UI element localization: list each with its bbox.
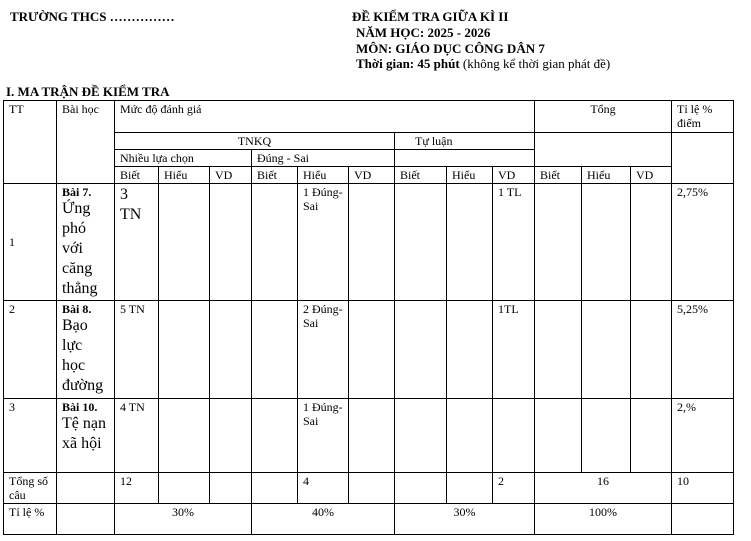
row-ti-le: 2,75%	[672, 184, 734, 301]
cell	[349, 399, 395, 473]
empty-cell	[349, 473, 395, 504]
header-tt: TT	[4, 101, 57, 184]
header-muc-do: Mức độ đánh giá	[115, 101, 535, 133]
total-label: Tổng số câu	[4, 473, 57, 504]
cell	[210, 399, 252, 473]
table-row	[4, 184, 734, 301]
total-ti-le: 10	[672, 473, 734, 504]
header-tnkq: TNKQ	[115, 133, 395, 150]
row-ti-le: 2,%	[672, 399, 734, 473]
cell	[631, 301, 672, 399]
header-nhieu-lua-chon: Nhiều lựa chọn	[115, 150, 252, 167]
percent-tl: 30%	[395, 504, 535, 535]
cell	[631, 184, 672, 301]
row-tt: 2	[4, 301, 57, 399]
cell: 3 TN	[115, 184, 159, 301]
level-vd: VD	[493, 167, 535, 184]
lesson-number: Bài 8.	[62, 302, 92, 316]
level-vd: VD	[631, 167, 672, 184]
section-title: I. MA TRẬN ĐỀ KIỂM TRA	[6, 84, 170, 99]
header-bai-hoc: Bài học	[57, 101, 115, 184]
cell	[349, 301, 395, 399]
cell	[535, 184, 582, 301]
cell	[252, 399, 298, 473]
total-tong: 16	[535, 473, 672, 504]
lesson-number: Bài 7.	[62, 185, 92, 199]
header-tong: Tổng	[535, 101, 672, 133]
level-biet: Biết	[252, 167, 298, 184]
subject: MÔN: GIÁO DỤC CÔNG DÂN 7	[356, 41, 545, 56]
total-questions-row	[4, 473, 734, 504]
exam-title: ĐỀ KIỂM TRA GIỮA KÌ II	[352, 9, 509, 24]
cell: 1 Đúng-Sai	[298, 399, 349, 473]
percent-label: Tỉ lệ %	[4, 504, 57, 535]
empty-cell	[252, 473, 298, 504]
percent-ds: 40%	[252, 504, 395, 535]
level-biet: Biết	[535, 167, 582, 184]
row-ti-le: 5,25%	[672, 301, 734, 399]
lesson-name: Bạo lực học đường	[62, 317, 104, 394]
cell	[493, 399, 535, 473]
table-row	[4, 301, 734, 399]
empty-cell	[535, 133, 672, 167]
cell	[582, 399, 631, 473]
school-name: TRƯỜNG THCS ……………	[10, 9, 175, 24]
level-biet: Biết	[115, 167, 159, 184]
percent-tong: 100%	[535, 504, 672, 535]
cell	[447, 399, 493, 473]
cell	[395, 399, 447, 473]
level-hieu: Hiểu	[582, 167, 631, 184]
empty-cell	[672, 133, 734, 184]
table-row	[4, 399, 734, 473]
level-hieu: Hiểu	[298, 167, 349, 184]
level-vd: VD	[210, 167, 252, 184]
total-nlc: 12	[115, 473, 159, 504]
empty-cell	[159, 473, 210, 504]
empty-cell	[447, 473, 493, 504]
empty-cell	[395, 150, 535, 167]
level-hieu: Hiểu	[447, 167, 493, 184]
cell: 1TL	[493, 301, 535, 399]
cell	[252, 184, 298, 301]
empty-cell	[395, 473, 447, 504]
lesson-name: Tệ nạn xã hội	[62, 415, 106, 452]
cell	[582, 301, 631, 399]
row-lesson	[57, 301, 115, 399]
cell	[210, 184, 252, 301]
header-tu-luan: Tự luận	[395, 133, 535, 150]
time-note: (không kể thời gian phát đề)	[459, 56, 611, 71]
time-label: Thời gian: 45 phút	[356, 56, 460, 71]
cell	[447, 301, 493, 399]
cell: 4 TN	[115, 399, 159, 473]
cell	[159, 399, 210, 473]
level-biet: Biết	[395, 167, 447, 184]
empty-cell	[57, 473, 115, 504]
cell	[252, 301, 298, 399]
cell	[395, 301, 447, 399]
cell	[159, 301, 210, 399]
empty-cell	[672, 504, 734, 535]
cell	[210, 301, 252, 399]
empty-cell	[210, 473, 252, 504]
cell: 1 TL	[493, 184, 535, 301]
level-hieu: Hiểu	[159, 167, 210, 184]
cell	[535, 399, 582, 473]
cell	[349, 184, 395, 301]
time-info	[356, 56, 610, 72]
school-year: NĂM HỌC: 2025 - 2026	[356, 25, 491, 40]
cell: 2 Đúng-Sai	[298, 301, 349, 399]
cell	[582, 184, 631, 301]
empty-cell	[57, 504, 115, 535]
cell	[447, 184, 493, 301]
lesson-number: Bài 10.	[62, 400, 98, 414]
percentage-row	[4, 504, 734, 535]
cell: 5 TN	[115, 301, 159, 399]
row-lesson	[57, 399, 115, 473]
total-tl: 2	[493, 473, 535, 504]
row-tt: 3	[4, 399, 57, 473]
row-lesson	[57, 184, 115, 301]
cell: 1 Đúng-Sai	[298, 184, 349, 301]
cell	[631, 399, 672, 473]
cell	[535, 301, 582, 399]
cell	[395, 184, 447, 301]
total-ds: 4	[298, 473, 349, 504]
percent-nlc: 30%	[115, 504, 252, 535]
row-tt: 1	[4, 184, 57, 301]
assessment-matrix	[3, 100, 734, 535]
header-ti-le: Tỉ lệ % điểm	[672, 101, 734, 133]
level-vd: VD	[349, 167, 395, 184]
header-dung-sai: Đúng - Sai	[252, 150, 395, 167]
lesson-name: Ứng phó với căng thẳng	[62, 200, 98, 297]
cell	[159, 184, 210, 301]
